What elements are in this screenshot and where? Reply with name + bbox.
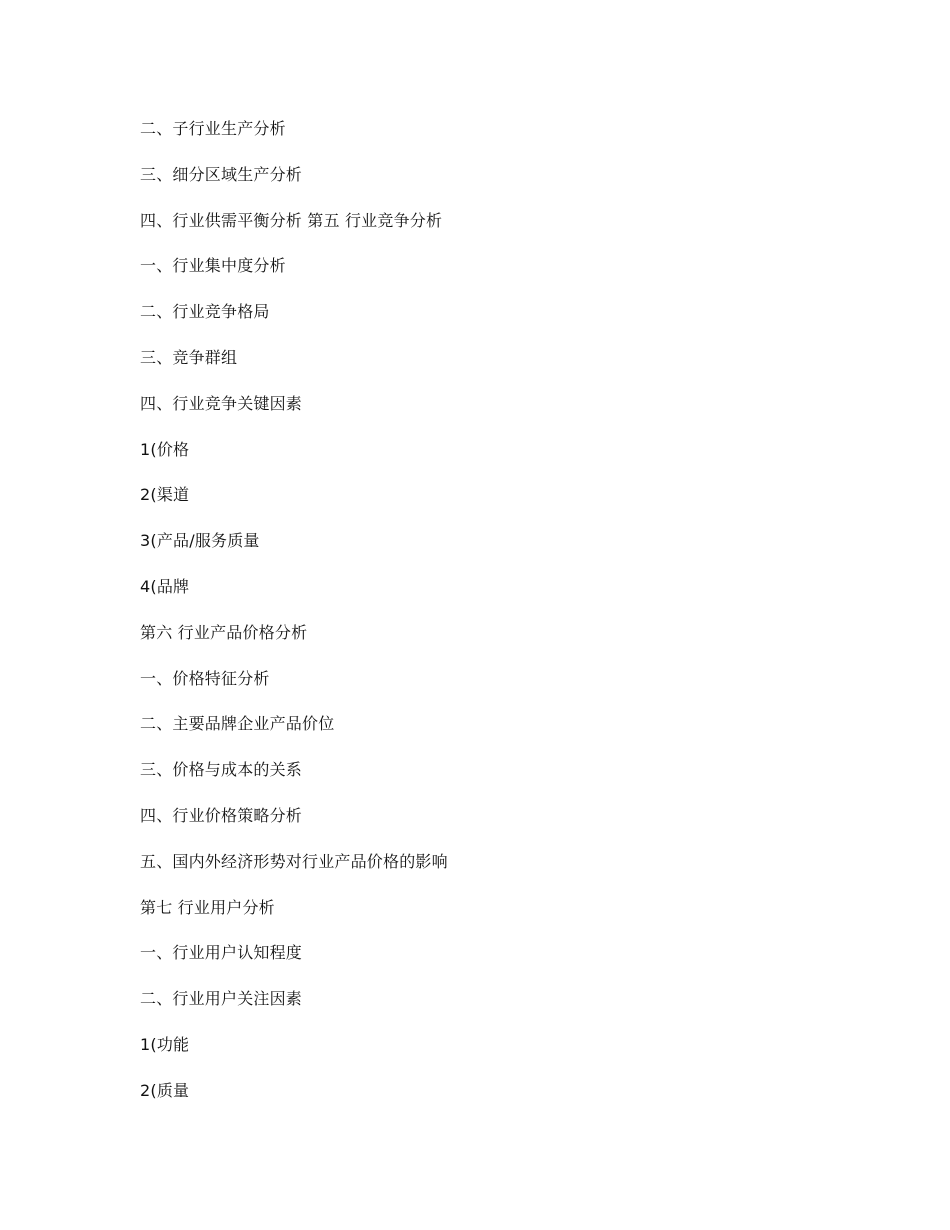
text-line: 一、行业集中度分析 (140, 256, 286, 276)
text-line: 四、行业供需平衡分析 第五 行业竞争分析 (140, 210, 443, 230)
text-line: 1(价格 (140, 439, 190, 459)
text-line: 三、价格与成本的关系 (140, 760, 303, 780)
text-line: 二、行业竞争格局 (140, 302, 270, 322)
text-line: 2(质量 (140, 1080, 190, 1100)
text-line: 二、主要品牌企业产品价位 (140, 714, 335, 734)
document-body (140, 106, 900, 1114)
text-line: 3(产品/服务质量 (140, 531, 260, 551)
text-line: 四、行业价格策略分析 (140, 805, 303, 825)
text-line: 五、国内外经济形势对行业产品价格的影响 (140, 851, 448, 871)
text-line: 四、行业竞争关键因素 (140, 393, 303, 413)
section-heading: 第七 行业用户分析 (140, 897, 275, 917)
text-line: 一、行业用户认知程度 (140, 943, 303, 963)
text-line: 二、行业用户关注因素 (140, 989, 303, 1009)
text-line: 三、细分区域生产分析 (140, 164, 303, 184)
text-line: 二、子行业生产分析 (140, 119, 286, 138)
text-line: 1(功能 (140, 1034, 190, 1054)
text-line: 4(品牌 (140, 576, 190, 596)
text-line: 2(渠道 (140, 485, 190, 505)
text-line: 三、竞争群组 (140, 347, 238, 367)
text-line: 一、价格特征分析 (140, 668, 270, 688)
section-heading: 第六 行业产品价格分析 (140, 622, 308, 642)
